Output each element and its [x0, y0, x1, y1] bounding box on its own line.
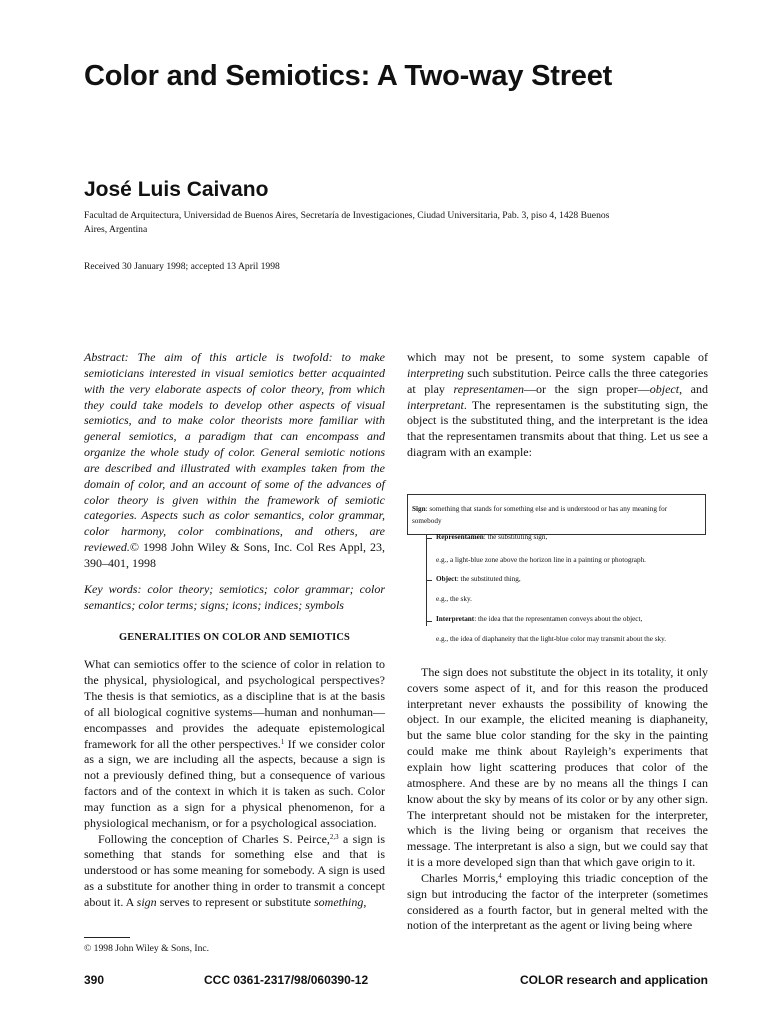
- journal-name: COLOR research and application: [519, 973, 708, 987]
- keywords: Key words: color theory; semiotics; color grammar; color semantics; color terms; signs; icons; indices; symbols: [84, 581, 385, 612]
- received-dates: Received 30 January 1998; accepted 13 April 1998: [84, 261, 280, 272]
- left-column: [84, 350, 385, 911]
- author-name: José Luis Caivano: [84, 178, 269, 201]
- section-heading: GENERALITIES ON COLOR AND SEMIOTICS: [118, 631, 351, 643]
- author-affiliation: Facultad de Arquitectura, Universidad de Buenos Aires, Secretaría de Investigaciones, Ciudad Universitaria, Pab. 3, piso 4, 1428 Buenos Aires, Argentina: [84, 210, 610, 235]
- abstract-citation: © 1998 John Wiley & Sons, Inc. Col Res Appl, 23, 390–401, 1998: [84, 540, 385, 570]
- citation-marker: 2,3: [329, 832, 339, 841]
- ccc-code: CCC 0361-2317/98/060390-12: [204, 973, 369, 987]
- article-title: Color and Semiotics: A Two-way Street: [84, 60, 613, 92]
- abstract-text: Abstract: The aim of this article is twofold: to make semioticians interested in visual semiotics better acquainted with the very elaborate aspects of color theory, from which they could take models to develop other aspects of visual semiotics, and to make color theorists more familiar with general semiotics, a paradigm that can encompass and organize the whole study of color. General semiotic notions are described and illustrated with examples taken from the domain of color, and an account of some of the advances of color theory is given within the framework of semiotic categories. Aspects such as color semantics, color grammar, color harmony, color combinations, and others, are reviewed.: [84, 350, 385, 555]
- body-paragraph: The sign does not substitute the object in its totality, it only covers some aspect of it, and for this reason the produced interpretant never exhausts the possibility of knowing the object. In our example, the elicited meaning is diaphaneity, but the same blue color standing for the sky in the painting could make me think about Rayleigh’s experiments that explain how light scattering produces that color of the atmosphere. And these are by no means all the things I can know about the sky by means of its color or by any other sign. The interpretant should not be mistaken for the interpreter, which is the living being or organism that receives the message. The interpretant is also a sign, but we could say that it is a more developed sign than that which gave origin to it.: [407, 664, 708, 870]
- citation-marker: 4: [498, 871, 502, 880]
- body-paragraph: What can semiotics offer to the science of color in relation to the physical, physiological, and psychological perspectives? The thesis is that semiotics, as a discipline that is at the basis of all biological cognitive systems—human and nonhuman—encompasses and provides the adequate epistemological framework for all the other perspectives.$^1$ If we consider color as a sign, we are including all the aspects, because a sign is not a previously defined thing, but a consequence of various factors and of the context in which it is taken as such. Color may function as a sign for a physical phenomenon, for a physiological mechanism, or for a psychological association.: [84, 657, 385, 830]
- body-paragraph: which may not be present, to some system capable of interpreting such substitution. Peirce calls the three categories at play representamen—or the sign proper—object, and interpretant. The representamen is the substituting sign, the object is the substituted thing, and the interpretant is the idea that the representamen transmits about that thing. Let us see a diagram with an example:: [407, 350, 709, 460]
- object-example: e.g., the sky.: [436, 595, 472, 603]
- body-paragraph: Following the conception of Charles S. Peirce,$^{2,3}$ a sign is something that stands for something else and that is understood or has some meaning for somebody. A sign is used as a substitute for another thing in order to transmit a concept about it. A sign serves to represent or substitute something,: [84, 831, 385, 909]
- sign-diagram: [407, 494, 708, 654]
- citation-marker: 1: [280, 737, 285, 746]
- sign-box: [407, 494, 706, 535]
- page-number: 390: [84, 973, 105, 987]
- diagram-branch: [426, 538, 432, 539]
- interpretant-definition: Interpretant: the idea that the representamen conveys about the object,: [436, 615, 643, 623]
- interpretant-example: e.g., the idea of diaphaneity that the light-blue color may transmit about the sky.: [436, 635, 667, 643]
- diagram-branch: [426, 621, 432, 622]
- sign-definition: Sign: something that stands for something else and is understood or has any meaning for somebody: [412, 505, 668, 525]
- abstract: [84, 350, 385, 572]
- copyright-footnote: © 1998 John Wiley & Sons, Inc.: [84, 943, 210, 954]
- body-paragraph: Charles Morris,$^4$ employing this triadic conception of the sign but introducing the factor of the interpreter (sometimes considered as a fourth factor, but in general melted with the notion of the interpretant as the agent or living being where: [407, 870, 708, 933]
- object-definition: Object: the substituted thing,: [436, 575, 521, 583]
- representamen-definition: Representamen: the substituting sign,: [436, 533, 548, 541]
- footnote-rule: [84, 937, 130, 938]
- diagram-branch: [426, 580, 432, 581]
- representamen-example: e.g., a light-blue zone above the horizon line in a painting or photograph.: [436, 556, 646, 564]
